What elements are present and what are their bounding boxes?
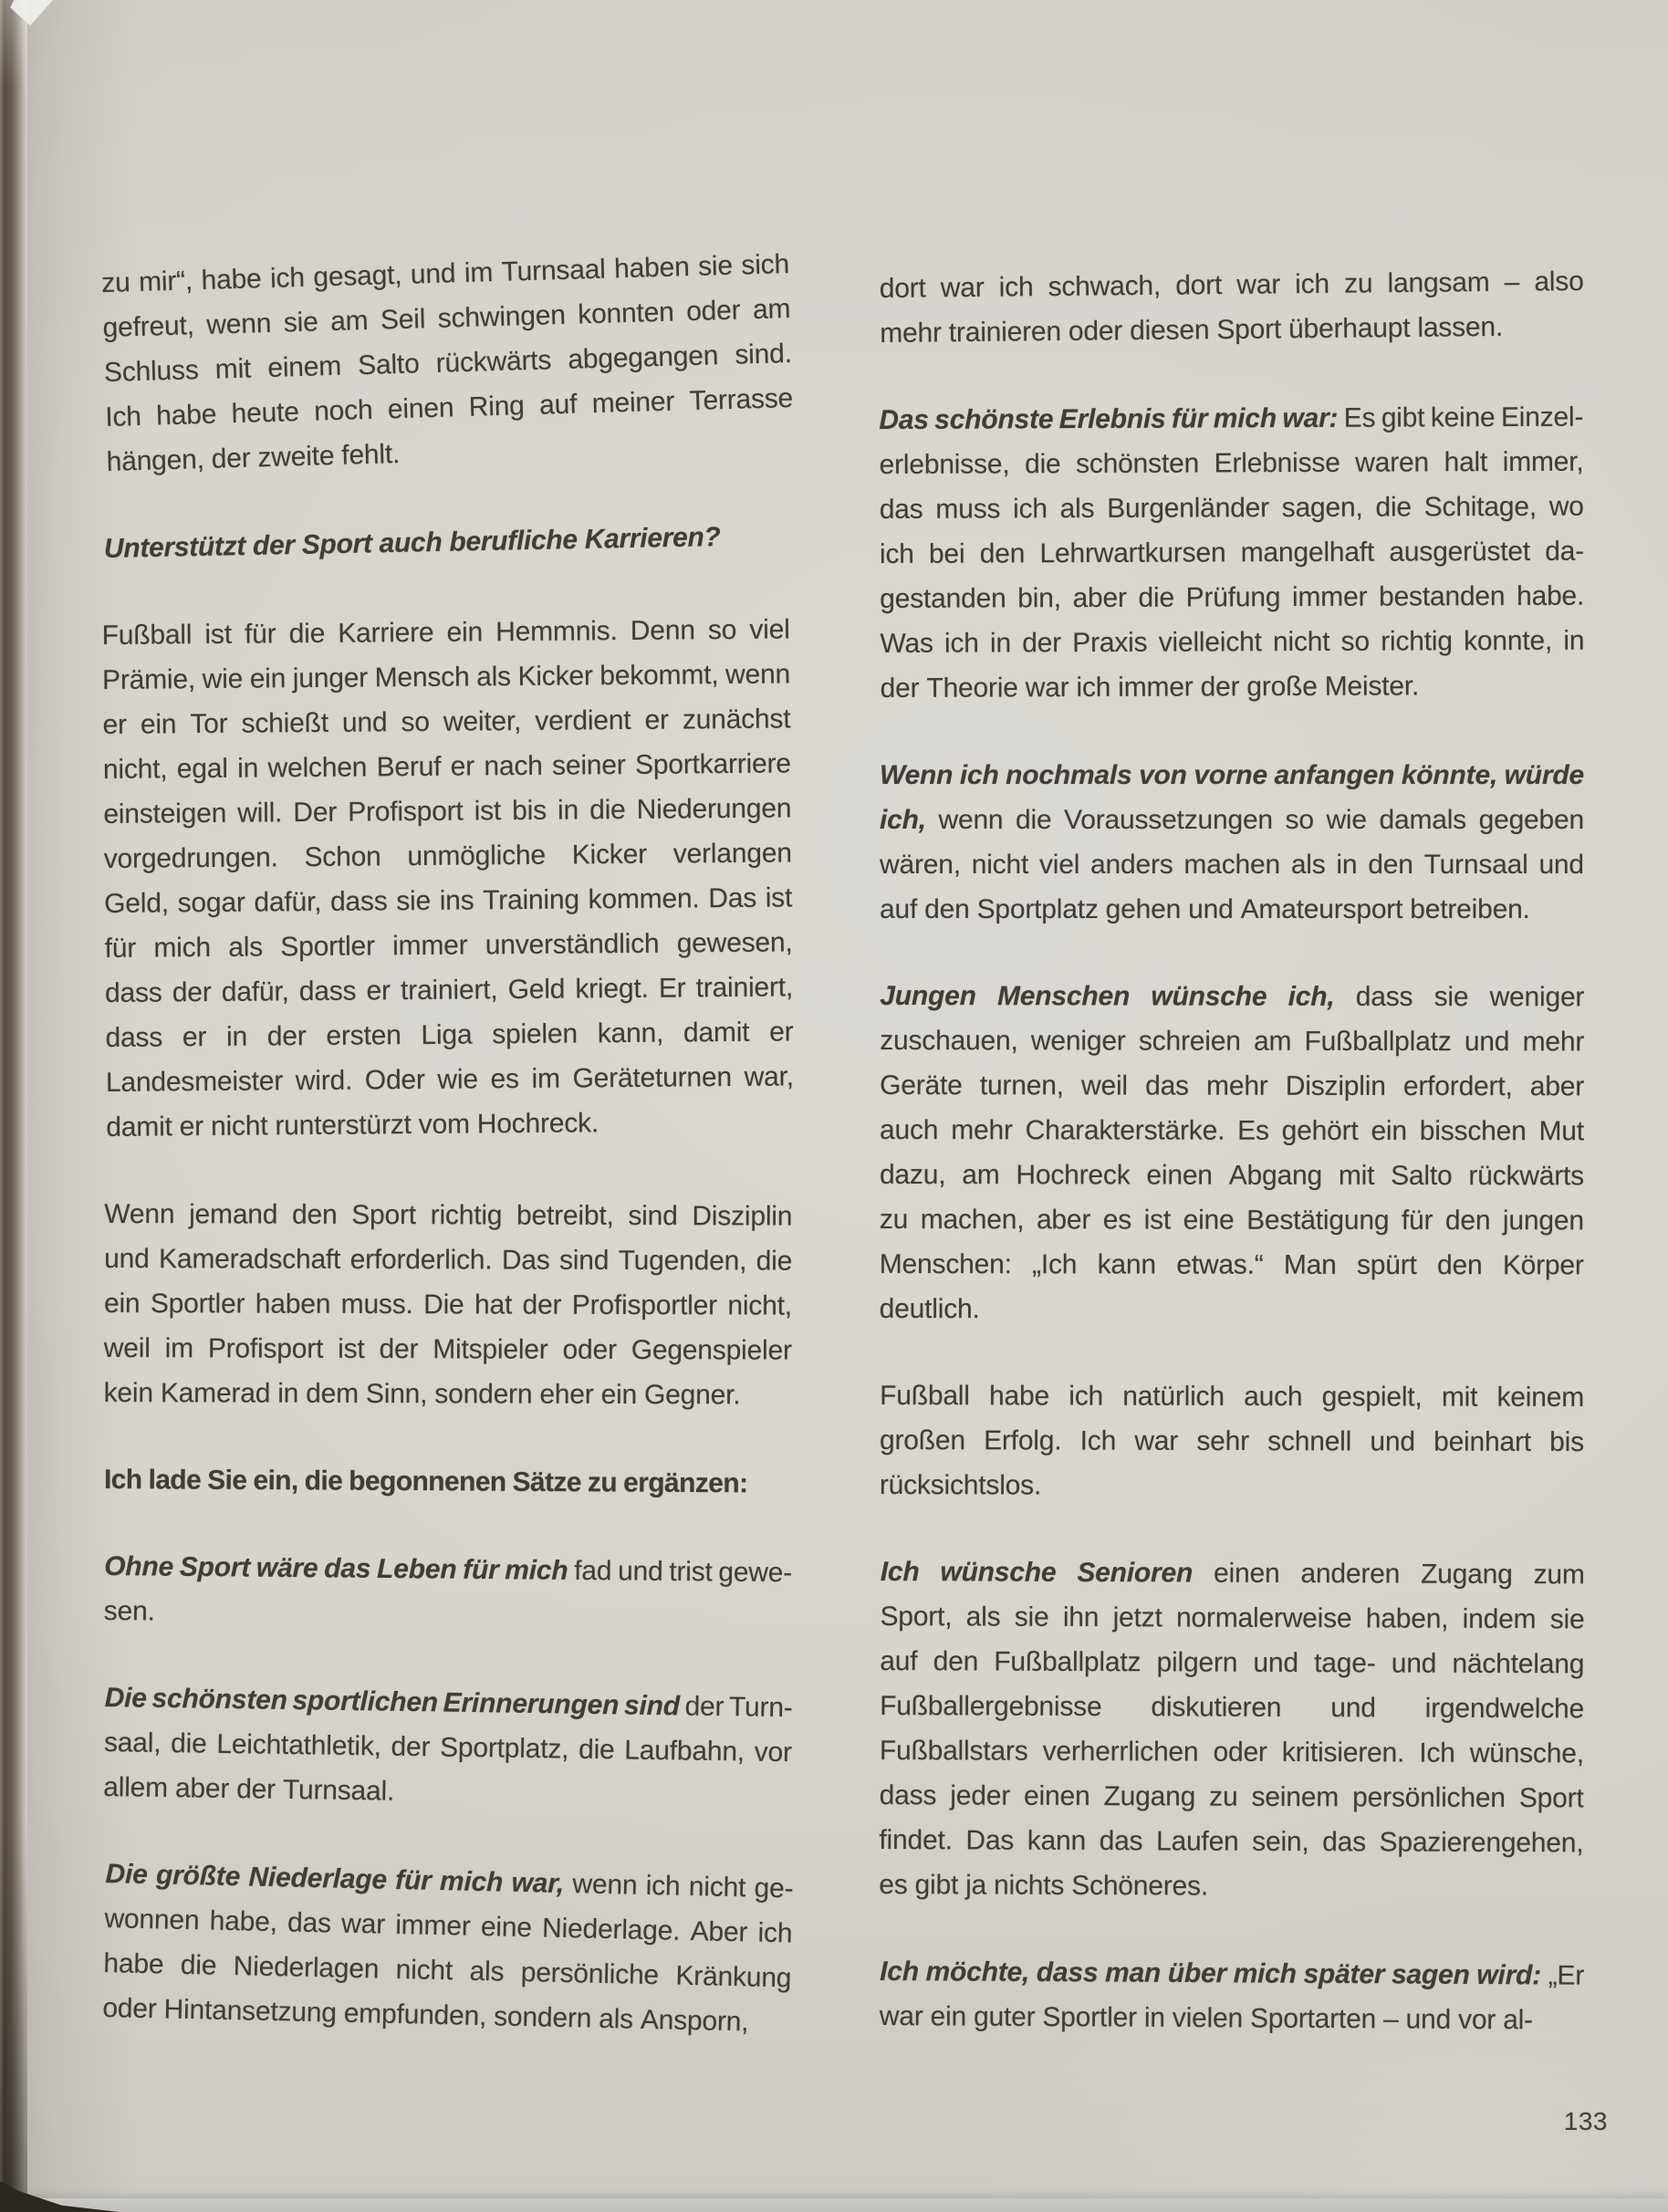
text-line: Fußball ist für die Karriere ein Hemmnis. Denn so viel: [101, 614, 790, 652]
text-line: wären, nicht viel anders machen als in den Turnsaal und: [880, 850, 1584, 880]
paragraph: [102, 1852, 794, 2045]
text-line: Die größte Niederlage für mich war, wenn ich nicht ge-: [105, 1859, 794, 1904]
paragraph: [879, 259, 1584, 356]
text-line: saal, die Leichtathletik, der Sportplatz, die Laufbahn, vor: [103, 1727, 793, 1769]
text-line: dazu, am Hochreck einen Abgang mit Salto rückwärts: [879, 1160, 1584, 1192]
text-line: war ein guter Sportler in vielen Sportarten – und vor al-: [879, 2001, 1534, 2036]
bottom-page-edge: [0, 2198, 1668, 2212]
paragraph: [879, 395, 1584, 711]
text-line: für mich als Sportler immer unverständlich gewesen,: [104, 927, 793, 964]
text-line: dass der dafür, dass er trainiert, Geld kriegt. Er trainiert,: [104, 972, 794, 1008]
text-line: weil im Profisport ist der Mitspieler oder Gegenspieler: [103, 1332, 792, 1366]
text-line: oder Hintansetzung empfunden, sondern als Ansporn,: [102, 1992, 749, 2038]
text-line: großen Erfolg. Ich war sehr schnell und beinhart bis: [879, 1425, 1584, 1458]
text-line: ich bei den Lehrwartkursen mangelhaft ausgerüstet da-: [879, 536, 1585, 569]
text-line: es gibt ja nichts Schöneres.: [879, 1869, 1209, 1902]
text-line: Ohne Sport wäre das Leben für mich fad und trist gewe-: [104, 1551, 793, 1589]
text-line: wonnen habe, das war immer eine Niederlage. Aber ich: [104, 1904, 793, 1949]
text-line: Was ich in der Praxis vielleicht nicht so richtig konnte, in: [880, 625, 1585, 659]
text-line: auch mehr Charakterstärke. Es gehört ein bisschen Mut: [880, 1115, 1584, 1147]
text-line: Geräte turnen, weil das mehr Disziplin erfordert, aber: [880, 1070, 1585, 1102]
text-line: ein Sportler haben muss. Die hat der Profisportler nicht,: [103, 1289, 792, 1321]
text-line: zuschauen, weniger schreien am Fußballplatz und mehr: [880, 1026, 1585, 1058]
paragraph: [103, 1675, 793, 1820]
text-line: er ein Tor schießt und so weiter, verdient er zunächst: [102, 704, 791, 741]
text-line: vorgedrungen. Schon unmögliche Kicker verlangen: [103, 838, 792, 875]
text-line: dort war ich schwach, dort war ich zu langsam – also: [879, 266, 1584, 305]
text-line: Menschen: „Ich kann etwas.“ Man spürt den Körper: [879, 1248, 1584, 1281]
text-line: auf den Fußballplatz pilgern und tage- und nächtelang: [880, 1646, 1585, 1680]
text-line: Landesmeister wird. Oder wie es im Geräteturnen war,: [105, 1061, 795, 1098]
paragraph: [880, 974, 1585, 1332]
text-line: findet. Das kann das Laufen sein, das Spazierengehen,: [879, 1824, 1584, 1859]
text-line: allem aber der Turnsaal.: [103, 1771, 395, 1807]
text-line: dass jeder einen Zugang zu seinem persönlichen Sport: [879, 1779, 1584, 1814]
text-line: Ich wünsche Senioren einen anderen Zugang zum: [880, 1557, 1585, 1591]
text-line: damit er nicht runterstürzt vom Hochreck.: [106, 1108, 599, 1143]
text-line: mehr trainieren oder diesen Sport überhaupt lassen.: [880, 311, 1504, 349]
text-line: und Kameradschaft erforderlich. Das sind Tugenden, die: [104, 1244, 793, 1277]
text-line: einsteigen will. Der Profisport ist bis in die Niederungen: [103, 793, 792, 830]
text-line: Sport, als sie ihn jetzt normalerweise haben, indem sie: [880, 1602, 1585, 1635]
text-line: Unterstützt der Sport auch berufliche Karrieren?: [103, 522, 721, 564]
paragraph: [101, 242, 796, 485]
text-line: Die schönsten sportlichen Erinnerungen sind der Turn-: [104, 1683, 793, 1724]
paragraph: [104, 1192, 793, 1418]
text-line: Schluss mit einem Salto rückwärts abgegangen sind.: [103, 338, 793, 388]
text-line: Ich lade Sie ein, die begonnenen Sätze zu ergänzen:: [103, 1465, 748, 1499]
text-line: Fußballstars verherrlichen oder kritisieren. Ich wünsche,: [879, 1735, 1584, 1769]
text-line: Wenn jemand den Sport richtig betreibt, sind Disziplin: [104, 1199, 793, 1232]
text-line: Das schönste Erlebnis für mich war: Es gibt keine Einzel-: [879, 402, 1584, 436]
text-line: gefreut, wenn sie am Seil schwingen konnten oder am: [102, 293, 791, 344]
paragraph: [104, 1457, 792, 1507]
text-line: gestanden bin, aber die Prüfung immer bestanden habe.: [880, 580, 1585, 614]
text-line: habe die Niederlagen nicht als persönliche Kränkung: [103, 1947, 792, 1994]
text-line: zu machen, aber es ist eine Bestätigung für den jungen: [879, 1204, 1584, 1236]
text-line: kein Kamerad in dem Sinn, sondern eher ein Gegner.: [103, 1377, 741, 1411]
paragraph: [879, 1549, 1585, 1910]
text-line: Fußballergebnisse diskutieren und irgendwelche: [880, 1691, 1585, 1725]
text-line: Jungen Menschen wünsche ich, dass sie weniger: [880, 981, 1585, 1013]
text-line: dass er in der ersten Liga spielen kann, damit er: [105, 1017, 794, 1053]
text-line: ich, wenn die Voraussetzungen so wie damals gegeben: [880, 805, 1584, 835]
paragraph: [880, 1949, 1585, 2043]
text-line: Wenn ich nochmals von vorne anfangen könnte, würde: [880, 760, 1584, 790]
paragraph: [101, 607, 794, 1150]
text-line: Fußball habe ich natürlich auch gespielt, mit keinem: [880, 1381, 1585, 1414]
paragraph: [880, 1373, 1584, 1509]
left-text-column: [100, 248, 795, 2038]
text-line: der Theorie war ich immer der große Meister.: [880, 671, 1420, 704]
text-line: zu mir“, habe ich gesagt, und im Turnsaal haben sie sich: [100, 248, 790, 299]
page-number: 133: [1563, 2107, 1608, 2135]
question-heading: [104, 514, 793, 571]
text-line: sen.: [103, 1595, 155, 1627]
text-line: rücksichtslos.: [879, 1469, 1042, 1501]
paragraph: [880, 753, 1584, 932]
paragraph: [104, 1544, 793, 1640]
text-line: auf den Sportplatz gehen und Amateursport betreiben.: [880, 894, 1530, 924]
text-line: Ich habe heute noch einen Ring auf meiner Terrasse: [104, 382, 794, 433]
text-line: nicht, egal in welchen Beruf er nach seiner Sportkarriere: [102, 748, 791, 786]
text-line: Prämie, wie ein junger Mensch als Kicker bekommt, wenn: [101, 659, 791, 696]
text-line: deutlich.: [879, 1293, 980, 1325]
text-line: Ich möchte, dass man über mich später sagen wird: „Er: [880, 1956, 1585, 1991]
text-line: erlebnisse, die schönsten Erlebnisse waren halt immer,: [879, 446, 1584, 481]
text-line: das muss ich als Burgenländer sagen, die Schitage, wo: [879, 491, 1584, 526]
text-line: hängen, der zweite fehlt.: [106, 438, 401, 477]
text-line: Geld, sogar dafür, dass sie ins Training kommen. Das ist: [104, 882, 793, 919]
right-text-column: [880, 266, 1584, 2039]
